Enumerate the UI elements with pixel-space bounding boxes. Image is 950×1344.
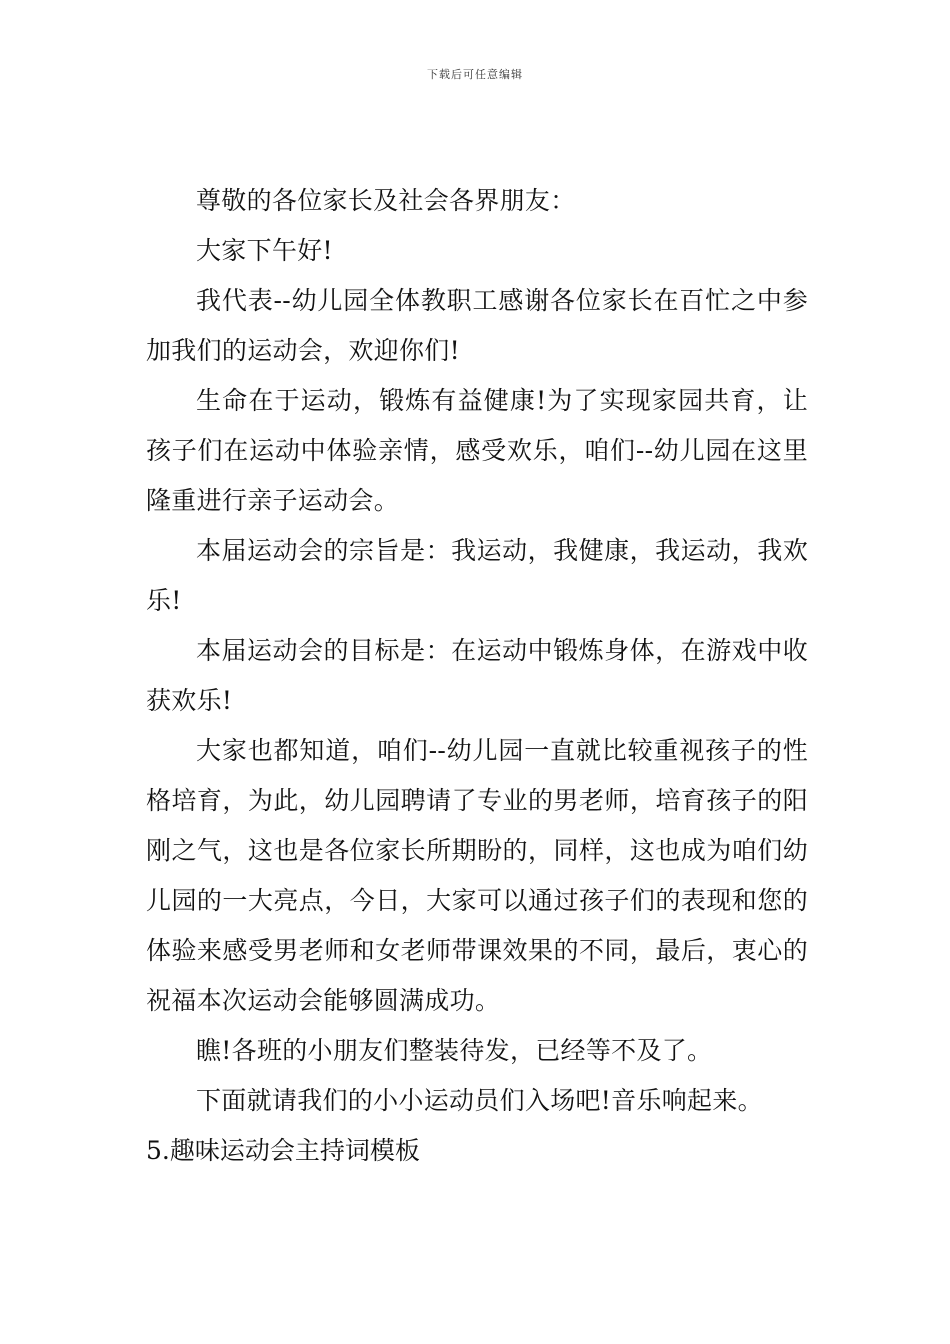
salutation-paragraph: 尊敬的各位家长及社会各界朋友： [196,186,576,215]
document-body [146,176,808,1176]
section-title: 5.趣味运动会主持词模板 [146,1136,420,1165]
entrance-paragraph: 下面就请我们的小小运动员们入场吧!音乐响起来。 [196,1086,763,1115]
welcome-paragraph: 我代表--幼儿园全体教职工感谢各位家长在百忙之中参加我们的运动会，欢迎你们! [146,286,808,365]
teachers-paragraph: 大家也都知道，咱们--幼儿园一直就比较重视孩子的性格培育，为此，幼儿园聘请了专业的男老师，培育孩子的阳刚之气，这也是各位家长所期盼的，同样，这也成为咱们幼儿园的一大亮点，今日，大家可以通过孩子们的表现和您的体验来感受男老师和女老师带课效果的不同，最后，衷心的祝福本次运动会能够圆满成功。 [146,736,808,1015]
greeting-paragraph: 大家下午好! [196,236,333,265]
ready-paragraph: 瞧!各班的小朋友们整装待发，已经等不及了。 [196,1036,713,1065]
purpose-paragraph: 生命在于运动，锻炼有益健康!为了实现家园共育，让孩子们在运动中体验亲情，感受欢乐，咱们--幼儿园在这里隆重进行亲子运动会。 [146,386,808,515]
page-header-note: 下载后可任意编辑 [427,68,523,81]
tenet-paragraph: 本届运动会的宗旨是：我运动，我健康，我运动，我欢乐! [146,536,808,615]
goal-paragraph: 本届运动会的目标是：在运动中锻炼身体，在游戏中收获欢乐! [146,636,808,715]
